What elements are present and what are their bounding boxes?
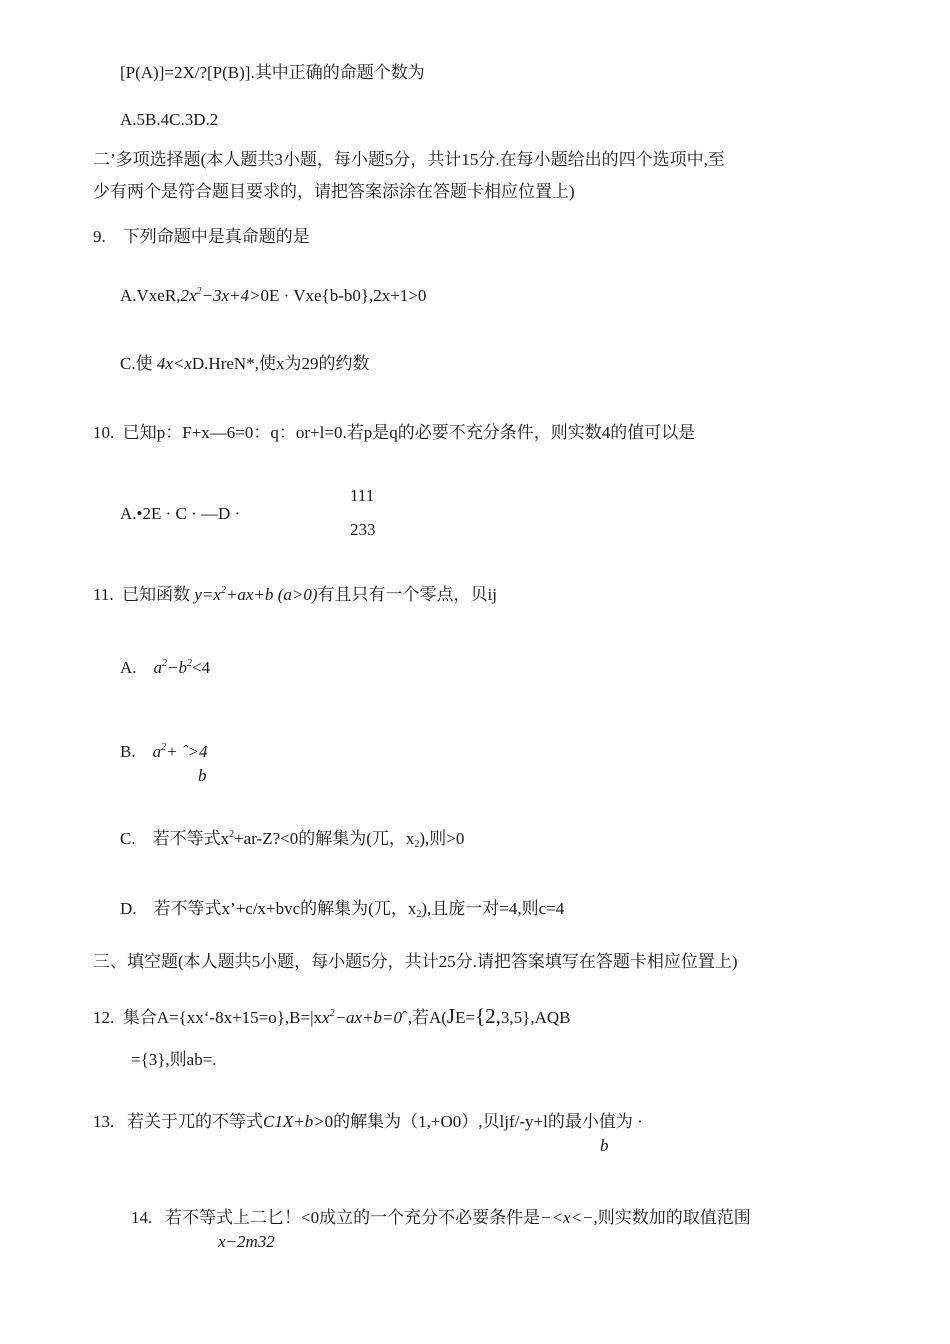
q11-option-c: C. 若不等式$x^2+ar-Z?<0$的解集为(兀，$x_2$),则>0	[120, 829, 465, 850]
set-b-formula: $x^2-ax+b=0$	[322, 1008, 403, 1027]
q11-option-b-denominator: b	[198, 766, 207, 785]
question-13: 13. 若关于兀的不等式C1X+b>0的解集为（1,+O0）,贝ljf/-y+l的最小值为 ·	[93, 1112, 643, 1131]
question-12: 12. 集合$A=\{xx‘-8x+15=o\},B=|xx^2-ax+b=0ˆ$,若A(JE={2,3,5},AQB	[93, 1004, 571, 1028]
option-c-formula: 4x<x	[156, 354, 192, 373]
condition-formula: −<x<−,	[540, 1208, 598, 1227]
q14-denominator: x−2m32	[218, 1232, 275, 1251]
section-2-heading-line2: 少有两个是符合题目要求的，请把答案添涂在答题卡相应位置上)	[93, 182, 575, 201]
section-3-heading: 三、填空题(本人题共5小题，每小题5分，共计25分.请把答案填写在答题卡相应位置上)	[93, 952, 738, 971]
question-number: 14.	[131, 1208, 153, 1227]
question-number: 12.	[93, 1008, 115, 1027]
question-text: 已知p：F+x—6=0：q：or+l=0.若p是q的必要不充分条件，则实数4的值可以是	[122, 423, 696, 442]
question-9	[93, 225, 310, 249]
option-label: C.	[120, 829, 136, 848]
option-a-label: A.VxeR,	[120, 286, 181, 305]
option-label: D.	[120, 899, 137, 918]
option-a-formula: $2x^2-3x+4>$	[180, 286, 261, 305]
q8-continuation: [P(A)]=2X/?[P(B)].其中正确的命题个数为	[120, 63, 425, 82]
q8-options: A.5B.4C.3D.2	[120, 110, 219, 129]
question-text: 下列命题中是真命题的是	[122, 227, 310, 246]
option-label: B.	[120, 742, 136, 761]
question-text: 已知函数	[122, 585, 191, 604]
question-10	[93, 421, 695, 445]
q13-denominator: b	[600, 1136, 609, 1155]
question-text-end: 有且只有一个零点，贝ij	[317, 585, 497, 604]
q9-options-ab	[120, 284, 426, 308]
option-formula: $a^2+$ ˆ>4	[152, 742, 208, 761]
q12-line2: ={3},则ab=.	[131, 1050, 217, 1069]
option-b-text: 0E · Vxe{b-b0},2x+1>0	[260, 286, 427, 305]
option-d-text: D.HreN*,使x为29的约数	[191, 354, 370, 373]
option-formula: $a^2-b^2$	[153, 658, 193, 677]
question-14: 14. 若不等式上二匕！<0成立的一个充分不必要条件是−<x<−,则实数加的取值范围	[131, 1208, 751, 1227]
option-c-label: C.使	[120, 354, 153, 373]
q11-option-b	[120, 740, 207, 764]
option-label: A.	[120, 658, 137, 677]
question-number: 9.	[93, 227, 106, 246]
q9-options-cd	[120, 352, 369, 376]
question-number: 13.	[93, 1112, 115, 1131]
question-number: 11.	[93, 585, 114, 604]
section-2-heading-line1: 二’多项选择题(本人题共3小题，每小题5分，共计15分.在每小题给出的四个选项中,至	[93, 150, 725, 169]
function-formula: $y=x^2+ax+b$ (a>0)	[194, 585, 318, 604]
inequality-formula: C1X+b>	[263, 1112, 325, 1131]
q10-fraction-numerators: 111	[350, 486, 375, 505]
question-number: 10.	[93, 423, 115, 442]
question-11	[93, 583, 497, 607]
q11-option-a: A. $a^2-b^2<4$	[120, 658, 211, 677]
q10-options: A.•2E · C · —D ·	[120, 504, 241, 523]
q10-fraction-denominators: 233	[350, 520, 376, 539]
q11-option-d: D. 若不等式x’+c/x+bvc的解集为(兀，$x_2$),且庞一对=4,则c=4	[120, 899, 565, 920]
